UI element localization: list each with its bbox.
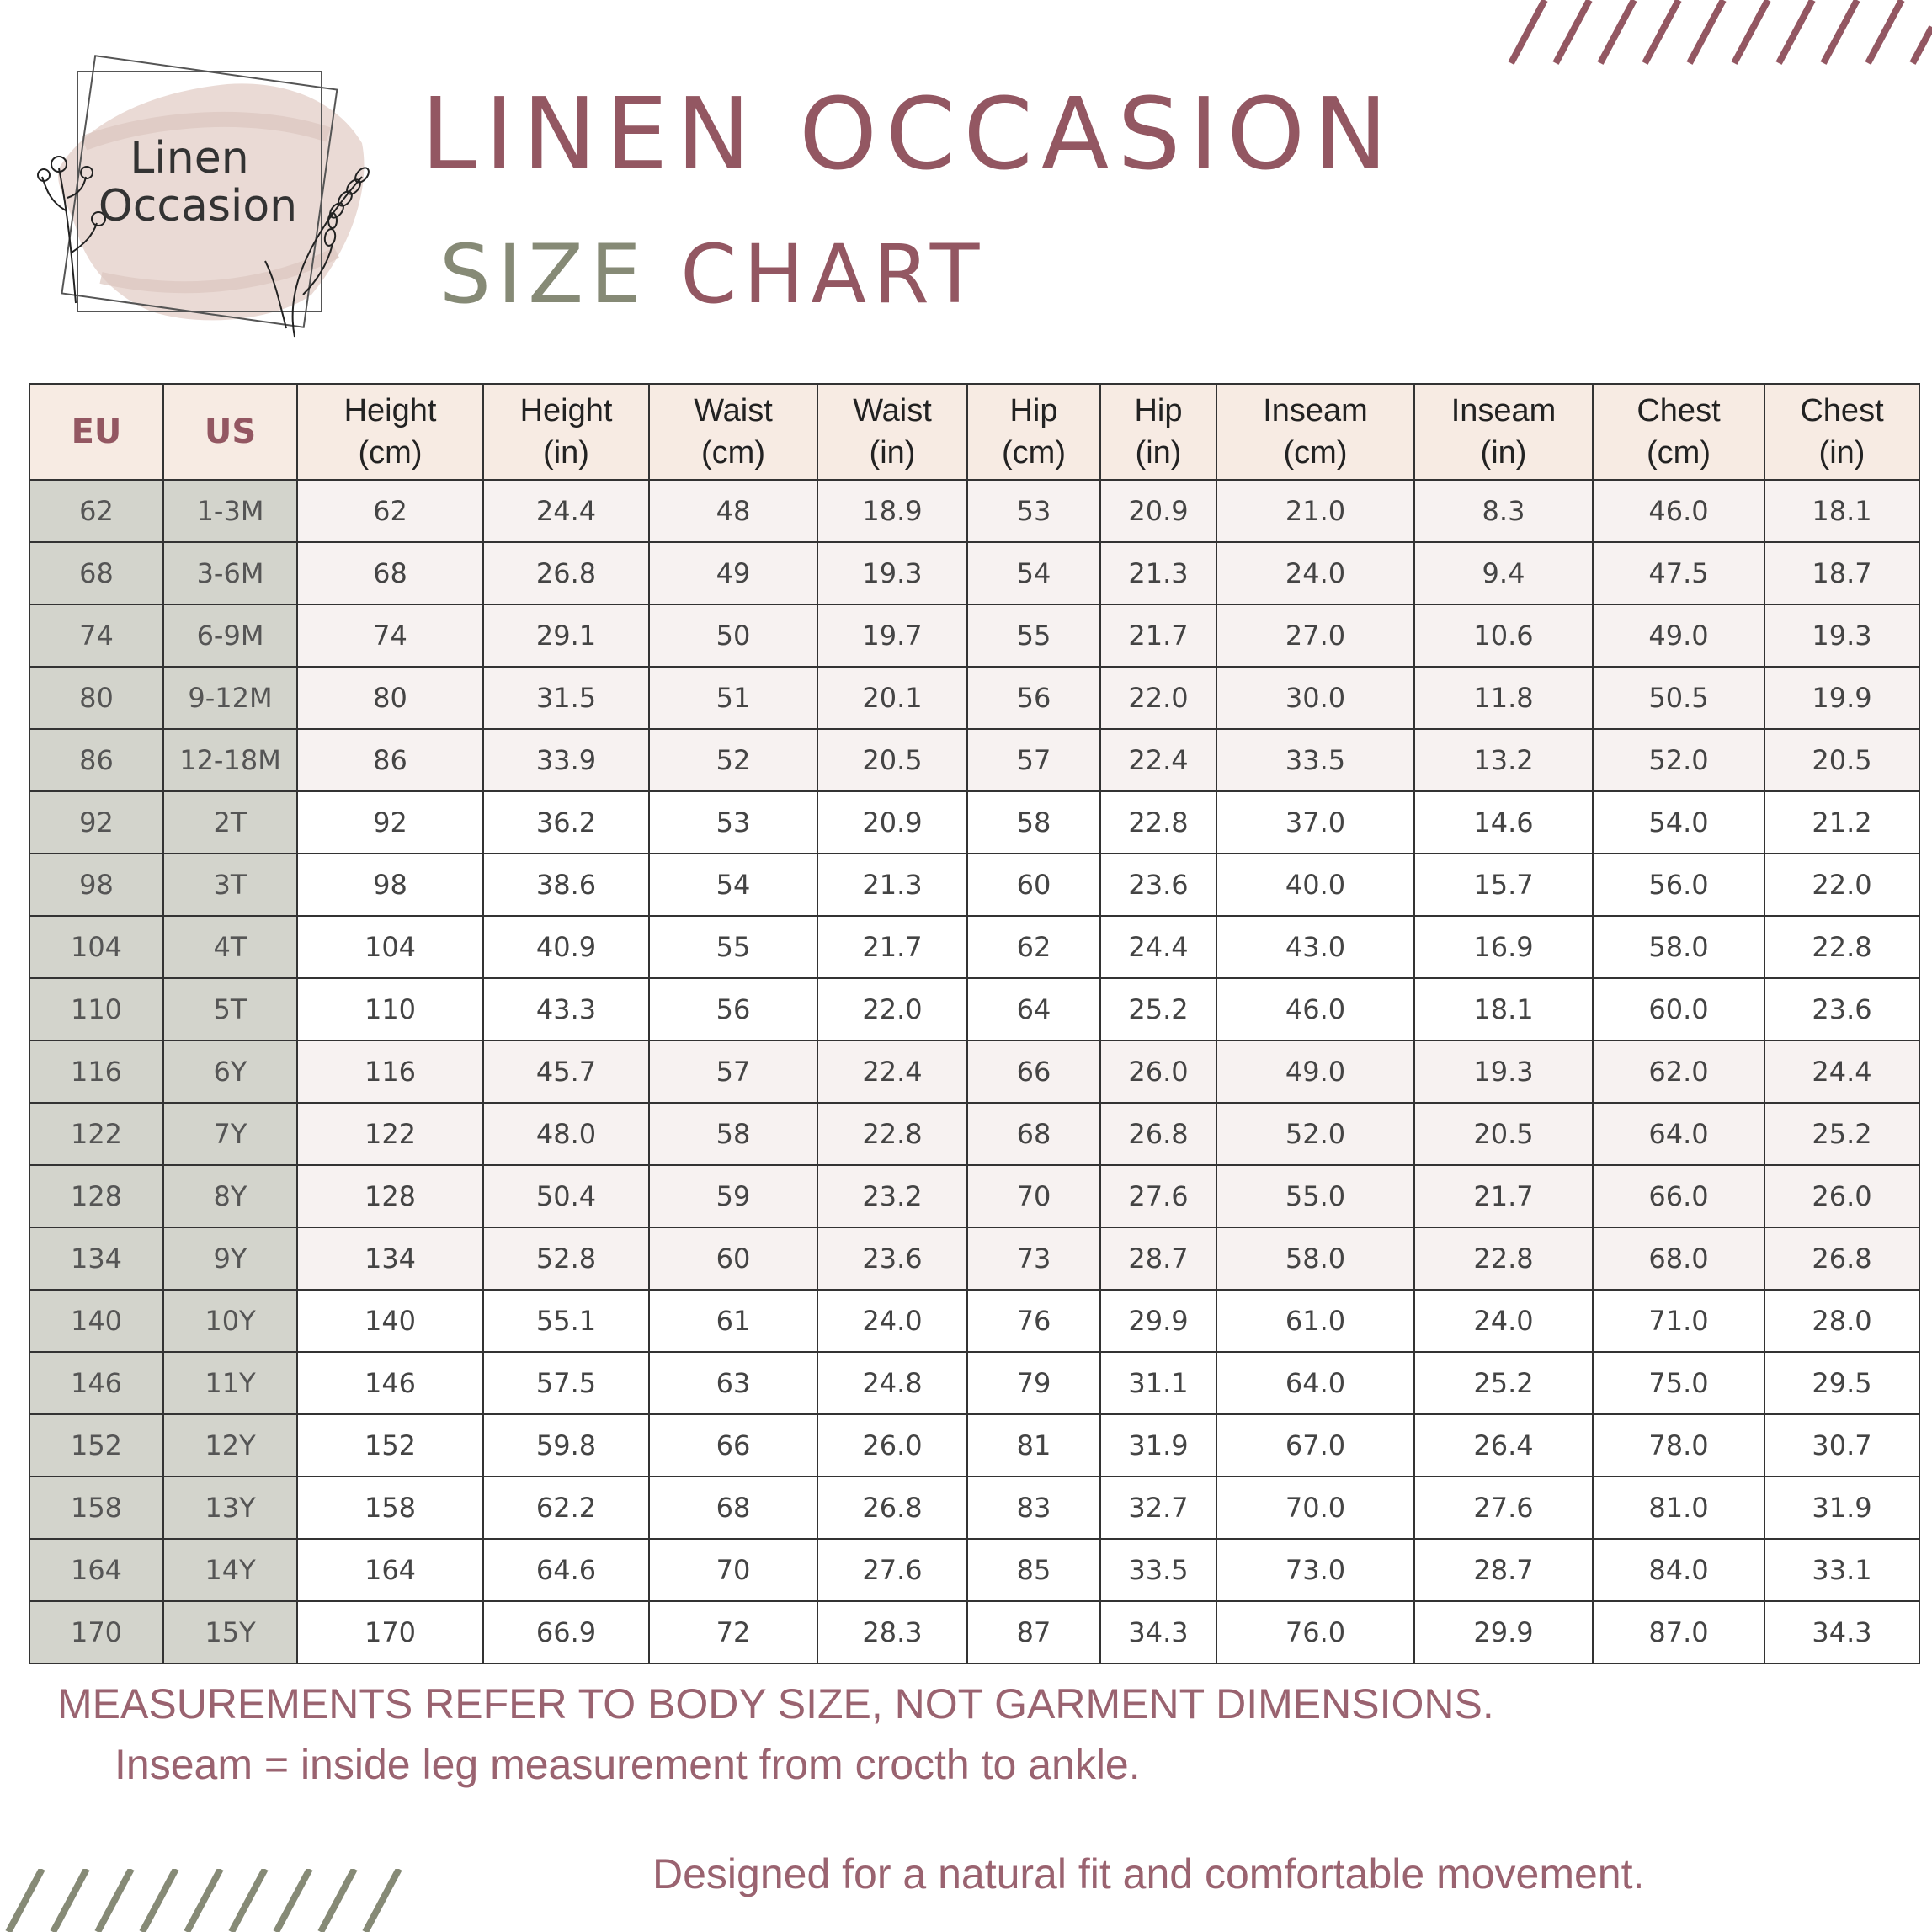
measurement-cell: 164	[297, 1539, 483, 1601]
column-header-label: EU	[71, 412, 122, 451]
measurement-cell: 40.0	[1216, 854, 1414, 916]
measurement-cell: 46.0	[1593, 480, 1764, 542]
measurement-cell: 37.0	[1216, 791, 1414, 854]
eu-size-cell: 152	[29, 1414, 163, 1477]
measurement-cell: 134	[297, 1227, 483, 1290]
measurement-cell: 28.7	[1100, 1227, 1216, 1290]
page-title: LINEN OCCASION	[421, 76, 1397, 192]
eu-size-cell: 164	[29, 1539, 163, 1601]
measurement-cell: 68	[649, 1477, 817, 1539]
brand-logo	[34, 42, 379, 345]
column-header-label: Waist	[853, 393, 932, 428]
table-row	[29, 854, 1919, 916]
table-body	[29, 480, 1919, 1663]
measurement-cell: 33.5	[1100, 1539, 1216, 1601]
table-header-row	[29, 384, 1919, 480]
measurement-cell: 31.9	[1764, 1477, 1919, 1539]
column-header-label: US	[204, 412, 257, 451]
measurement-cell: 62.0	[1593, 1041, 1764, 1103]
column-header-unit: (in)	[1480, 435, 1527, 471]
measurement-cell: 23.6	[817, 1227, 967, 1290]
measurement-cell: 83	[967, 1477, 1100, 1539]
measurement-cell: 60.0	[1593, 978, 1764, 1041]
us-size-cell: 8Y	[163, 1165, 297, 1227]
measurement-cell: 18.1	[1764, 480, 1919, 542]
measurement-cell: 21.0	[1216, 480, 1414, 542]
measurement-cell: 27.6	[1100, 1165, 1216, 1227]
measurement-cell: 10.6	[1414, 604, 1593, 667]
measurement-cell: 19.7	[817, 604, 967, 667]
measurement-cell: 68.0	[1593, 1227, 1764, 1290]
measurement-cell: 33.1	[1764, 1539, 1919, 1601]
measurement-cell: 57	[967, 729, 1100, 791]
measurement-cell: 20.5	[817, 729, 967, 791]
measurement-cell: 58.0	[1216, 1227, 1414, 1290]
measurement-cell: 54.0	[1593, 791, 1764, 854]
measurement-cell: 34.3	[1100, 1601, 1216, 1663]
measurement-cell: 18.9	[817, 480, 967, 542]
measurement-cell: 32.7	[1100, 1477, 1216, 1539]
subtitle-word-chart: CHART	[680, 227, 987, 322]
measurement-cell: 19.3	[1414, 1041, 1593, 1103]
measurement-cell: 50.5	[1593, 667, 1764, 729]
measurement-cell: 48.0	[483, 1103, 649, 1165]
measurement-cell: 66	[967, 1041, 1100, 1103]
eu-size-cell: 74	[29, 604, 163, 667]
measurement-cell: 110	[297, 978, 483, 1041]
measurement-cell: 49.0	[1216, 1041, 1414, 1103]
table-row	[29, 1352, 1919, 1414]
measurement-cell: 56.0	[1593, 854, 1764, 916]
column-header	[1764, 384, 1919, 480]
measurement-cell: 61.0	[1216, 1290, 1414, 1352]
measurement-cell: 62	[967, 916, 1100, 978]
table-row	[29, 1414, 1919, 1477]
measurement-cell: 72	[649, 1601, 817, 1663]
measurement-cell: 52.0	[1216, 1103, 1414, 1165]
measurement-cell: 84.0	[1593, 1539, 1764, 1601]
measurement-cell: 152	[297, 1414, 483, 1477]
measurement-cell: 24.0	[817, 1290, 967, 1352]
measurement-cell: 45.7	[483, 1041, 649, 1103]
measurement-cell: 30.0	[1216, 667, 1414, 729]
table-row	[29, 1165, 1919, 1227]
us-size-cell: 5T	[163, 978, 297, 1041]
measurement-cell: 59.8	[483, 1414, 649, 1477]
measurement-cell: 53	[649, 791, 817, 854]
measurement-cell: 21.3	[817, 854, 967, 916]
column-header-unit: (in)	[1818, 435, 1865, 471]
measurement-cell: 55	[649, 916, 817, 978]
measurement-cell: 43.3	[483, 978, 649, 1041]
table-row	[29, 1290, 1919, 1352]
eu-size-cell: 134	[29, 1227, 163, 1290]
measurement-cell: 68	[297, 542, 483, 604]
measurement-cell: 22.8	[817, 1103, 967, 1165]
measurement-cell: 70	[967, 1165, 1100, 1227]
measurement-cell: 75.0	[1593, 1352, 1764, 1414]
measurement-cell: 22.4	[1100, 729, 1216, 791]
measurement-cell: 87.0	[1593, 1601, 1764, 1663]
measurement-cell: 13.2	[1414, 729, 1593, 791]
column-header	[483, 384, 649, 480]
measurement-cell: 19.3	[1764, 604, 1919, 667]
measurement-cell: 34.3	[1764, 1601, 1919, 1663]
eu-size-cell: 62	[29, 480, 163, 542]
measurement-cell: 68	[967, 1103, 1100, 1165]
measurement-cell: 50	[649, 604, 817, 667]
column-header-unit: (cm)	[1283, 435, 1348, 471]
measurement-cell: 29.9	[1414, 1601, 1593, 1663]
measurement-cell: 76.0	[1216, 1601, 1414, 1663]
measurement-cell: 54	[967, 542, 1100, 604]
us-size-cell: 6-9M	[163, 604, 297, 667]
column-header	[967, 384, 1100, 480]
subtitle-word-size: SIZE	[439, 227, 648, 322]
table-row	[29, 1103, 1919, 1165]
measurement-cell: 81.0	[1593, 1477, 1764, 1539]
measurement-cell: 29.5	[1764, 1352, 1919, 1414]
measurement-cell: 26.0	[817, 1414, 967, 1477]
us-size-cell: 4T	[163, 916, 297, 978]
eu-size-cell: 122	[29, 1103, 163, 1165]
table-header	[29, 384, 1919, 480]
measurement-cell: 58	[649, 1103, 817, 1165]
measurement-cell: 33.5	[1216, 729, 1414, 791]
us-size-cell: 3T	[163, 854, 297, 916]
measurement-cell: 26.8	[817, 1477, 967, 1539]
measurement-cell: 104	[297, 916, 483, 978]
table-row	[29, 1539, 1919, 1601]
measurement-cell: 23.6	[1764, 978, 1919, 1041]
measurement-cell: 92	[297, 791, 483, 854]
measurement-cell: 20.1	[817, 667, 967, 729]
us-size-cell: 3-6M	[163, 542, 297, 604]
table-row	[29, 916, 1919, 978]
measurement-cell: 50.4	[483, 1165, 649, 1227]
measurement-cell: 66	[649, 1414, 817, 1477]
eu-size-cell: 92	[29, 791, 163, 854]
measurement-cell: 19.9	[1764, 667, 1919, 729]
us-size-cell: 2T	[163, 791, 297, 854]
measurement-cell: 66.0	[1593, 1165, 1764, 1227]
measurement-cell: 52.8	[483, 1227, 649, 1290]
measurement-cell: 22.0	[1764, 854, 1919, 916]
measurement-cell: 22.0	[817, 978, 967, 1041]
measurement-cell: 29.9	[1100, 1290, 1216, 1352]
measurement-cell: 14.6	[1414, 791, 1593, 854]
measurement-cell: 56	[967, 667, 1100, 729]
measurement-cell: 18.7	[1764, 542, 1919, 604]
measurement-cell: 57.5	[483, 1352, 649, 1414]
measurement-cell: 57	[649, 1041, 817, 1103]
decorative-stripes-bottom	[0, 1869, 429, 1932]
measurement-cell: 20.9	[1100, 480, 1216, 542]
us-size-cell: 11Y	[163, 1352, 297, 1414]
column-header	[1216, 384, 1414, 480]
measurement-cell: 30.7	[1764, 1414, 1919, 1477]
measurement-cell: 19.3	[817, 542, 967, 604]
measurement-cell: 79	[967, 1352, 1100, 1414]
measurement-cell: 21.7	[817, 916, 967, 978]
measurement-cell: 27.0	[1216, 604, 1414, 667]
measurement-cell: 59	[649, 1165, 817, 1227]
measurement-cell: 20.5	[1764, 729, 1919, 791]
measurement-cell: 11.8	[1414, 667, 1593, 729]
measurement-cell: 26.8	[1100, 1103, 1216, 1165]
column-header-label: Height	[519, 393, 613, 428]
column-header	[649, 384, 817, 480]
measurement-cell: 55	[967, 604, 1100, 667]
measurement-cell: 55.0	[1216, 1165, 1414, 1227]
measurement-cell: 31.9	[1100, 1414, 1216, 1477]
measurement-cell: 16.9	[1414, 916, 1593, 978]
measurement-cell: 170	[297, 1601, 483, 1663]
eu-size-cell: 158	[29, 1477, 163, 1539]
measurement-cell: 158	[297, 1477, 483, 1539]
us-size-cell: 7Y	[163, 1103, 297, 1165]
column-header	[1593, 384, 1764, 480]
logo-text-line2: Occasion	[98, 181, 298, 232]
column-header-label: Height	[343, 393, 437, 428]
decorative-stripes-top	[1498, 0, 1932, 67]
eu-size-cell: 140	[29, 1290, 163, 1352]
measurement-cell: 36.2	[483, 791, 649, 854]
column-header-unit: (in)	[543, 435, 589, 471]
measurement-cell: 24.4	[483, 480, 649, 542]
measurement-cell: 21.2	[1764, 791, 1919, 854]
measurement-cell: 23.6	[1100, 854, 1216, 916]
size-chart-table	[29, 383, 1920, 1664]
measurement-cell: 51	[649, 667, 817, 729]
us-size-cell: 12-18M	[163, 729, 297, 791]
us-size-cell: 10Y	[163, 1290, 297, 1352]
column-header-label: Chest	[1800, 393, 1884, 428]
note-inseam-definition: Inseam = inside leg measurement from crocth to ankle.	[114, 1741, 1141, 1788]
table-row	[29, 729, 1919, 791]
measurement-cell: 73.0	[1216, 1539, 1414, 1601]
measurement-cell: 24.4	[1100, 916, 1216, 978]
measurement-cell: 21.7	[1414, 1165, 1593, 1227]
column-header	[297, 384, 483, 480]
column-header-unit: (in)	[1135, 435, 1182, 471]
measurement-cell: 20.5	[1414, 1103, 1593, 1165]
measurement-cell: 62	[297, 480, 483, 542]
measurement-cell: 61	[649, 1290, 817, 1352]
table-row	[29, 667, 1919, 729]
table-row	[29, 480, 1919, 542]
measurement-cell: 76	[967, 1290, 1100, 1352]
eu-size-cell: 68	[29, 542, 163, 604]
measurement-cell: 22.8	[1100, 791, 1216, 854]
measurement-cell: 128	[297, 1165, 483, 1227]
us-size-cell: 9Y	[163, 1227, 297, 1290]
measurement-cell: 24.0	[1414, 1290, 1593, 1352]
measurement-cell: 70.0	[1216, 1477, 1414, 1539]
measurement-cell: 74	[297, 604, 483, 667]
column-header-label: Chest	[1637, 393, 1721, 428]
column-header-label: Hip	[1134, 393, 1183, 428]
measurement-cell: 87	[967, 1601, 1100, 1663]
measurement-cell: 140	[297, 1290, 483, 1352]
column-header	[1100, 384, 1216, 480]
eu-size-cell: 80	[29, 667, 163, 729]
column-header	[29, 384, 163, 480]
measurement-cell: 31.1	[1100, 1352, 1216, 1414]
measurement-cell: 24.4	[1764, 1041, 1919, 1103]
eu-size-cell: 86	[29, 729, 163, 791]
measurement-cell: 60	[649, 1227, 817, 1290]
us-size-cell: 13Y	[163, 1477, 297, 1539]
measurement-cell: 55.1	[483, 1290, 649, 1352]
measurement-cell: 64.6	[483, 1539, 649, 1601]
eu-size-cell: 146	[29, 1352, 163, 1414]
measurement-cell: 60	[967, 854, 1100, 916]
measurement-cell: 27.6	[1414, 1477, 1593, 1539]
measurement-cell: 85	[967, 1539, 1100, 1601]
measurement-cell: 28.0	[1764, 1290, 1919, 1352]
measurement-cell: 29.1	[483, 604, 649, 667]
measurement-cell: 49.0	[1593, 604, 1764, 667]
measurement-cell: 63	[649, 1352, 817, 1414]
eu-size-cell: 128	[29, 1165, 163, 1227]
table-row	[29, 542, 1919, 604]
measurement-cell: 25.2	[1100, 978, 1216, 1041]
measurement-cell: 21.7	[1100, 604, 1216, 667]
measurement-cell: 146	[297, 1352, 483, 1414]
measurement-cell: 54	[649, 854, 817, 916]
measurement-cell: 38.6	[483, 854, 649, 916]
measurement-cell: 116	[297, 1041, 483, 1103]
measurement-cell: 18.1	[1414, 978, 1593, 1041]
measurement-cell: 28.3	[817, 1601, 967, 1663]
measurement-cell: 26.0	[1764, 1165, 1919, 1227]
column-header	[817, 384, 967, 480]
measurement-cell: 22.4	[817, 1041, 967, 1103]
measurement-cell: 26.8	[483, 542, 649, 604]
us-size-cell: 9-12M	[163, 667, 297, 729]
eu-size-cell: 116	[29, 1041, 163, 1103]
measurement-cell: 23.2	[817, 1165, 967, 1227]
measurement-cell: 58.0	[1593, 916, 1764, 978]
measurement-cell: 52.0	[1593, 729, 1764, 791]
table-row	[29, 1477, 1919, 1539]
table-row	[29, 791, 1919, 854]
measurement-cell: 47.5	[1593, 542, 1764, 604]
measurement-cell: 40.9	[483, 916, 649, 978]
measurement-cell: 43.0	[1216, 916, 1414, 978]
measurement-cell: 27.6	[817, 1539, 967, 1601]
eu-size-cell: 110	[29, 978, 163, 1041]
measurement-cell: 56	[649, 978, 817, 1041]
measurement-cell: 86	[297, 729, 483, 791]
eu-size-cell: 98	[29, 854, 163, 916]
measurement-cell: 33.9	[483, 729, 649, 791]
measurement-cell: 8.3	[1414, 480, 1593, 542]
measurement-cell: 58	[967, 791, 1100, 854]
measurement-cell: 22.8	[1414, 1227, 1593, 1290]
measurement-cell: 25.2	[1414, 1352, 1593, 1414]
measurement-cell: 31.5	[483, 667, 649, 729]
measurement-cell: 78.0	[1593, 1414, 1764, 1477]
table-row	[29, 604, 1919, 667]
logo-artwork	[34, 42, 379, 345]
logo-text-line1: Linen	[130, 133, 249, 184]
column-header-label: Waist	[694, 393, 773, 428]
us-size-cell: 14Y	[163, 1539, 297, 1601]
measurement-cell: 26.0	[1100, 1041, 1216, 1103]
page-subtitle	[439, 227, 987, 322]
measurement-cell: 21.3	[1100, 542, 1216, 604]
measurement-cell: 73	[967, 1227, 1100, 1290]
table-row	[29, 1227, 1919, 1290]
column-header	[163, 384, 297, 480]
measurement-cell: 15.7	[1414, 854, 1593, 916]
column-header-unit: (cm)	[1002, 435, 1066, 471]
measurement-cell: 25.2	[1764, 1103, 1919, 1165]
column-header-unit: (cm)	[358, 435, 423, 471]
us-size-cell: 12Y	[163, 1414, 297, 1477]
note-fit: Designed for a natural fit and comfortable movement.	[652, 1850, 1645, 1897]
measurement-cell: 28.7	[1414, 1539, 1593, 1601]
measurement-cell: 66.9	[483, 1601, 649, 1663]
measurement-cell: 22.0	[1100, 667, 1216, 729]
table-row	[29, 1041, 1919, 1103]
us-size-cell: 6Y	[163, 1041, 297, 1103]
measurement-cell: 52	[649, 729, 817, 791]
measurement-cell: 98	[297, 854, 483, 916]
measurement-cell: 53	[967, 480, 1100, 542]
us-size-cell: 1-3M	[163, 480, 297, 542]
column-header-unit: (cm)	[1647, 435, 1711, 471]
measurement-cell: 64.0	[1216, 1352, 1414, 1414]
note-body-size: MEASUREMENTS REFER TO BODY SIZE, NOT GARMENT DIMENSIONS.	[57, 1680, 1494, 1727]
measurement-cell: 70	[649, 1539, 817, 1601]
table-row	[29, 1601, 1919, 1663]
measurement-cell: 71.0	[1593, 1290, 1764, 1352]
column-header-unit: (cm)	[701, 435, 765, 471]
eu-size-cell: 104	[29, 916, 163, 978]
column-header-unit: (in)	[869, 435, 916, 471]
measurement-cell: 122	[297, 1103, 483, 1165]
table-row	[29, 978, 1919, 1041]
measurement-cell: 81	[967, 1414, 1100, 1477]
measurement-cell: 67.0	[1216, 1414, 1414, 1477]
measurement-cell: 64.0	[1593, 1103, 1764, 1165]
measurement-cell: 24.0	[1216, 542, 1414, 604]
measurement-cell: 62.2	[483, 1477, 649, 1539]
measurement-cell: 80	[297, 667, 483, 729]
measurement-cell: 22.8	[1764, 916, 1919, 978]
measurement-cell: 48	[649, 480, 817, 542]
us-size-cell: 15Y	[163, 1601, 297, 1663]
measurement-cell: 46.0	[1216, 978, 1414, 1041]
measurement-cell: 24.8	[817, 1352, 967, 1414]
eu-size-cell: 170	[29, 1601, 163, 1663]
column-header-label: Inseam	[1263, 393, 1368, 428]
measurement-cell: 20.9	[817, 791, 967, 854]
measurement-cell: 64	[967, 978, 1100, 1041]
measurement-cell: 26.4	[1414, 1414, 1593, 1477]
column-header	[1414, 384, 1593, 480]
measurement-cell: 49	[649, 542, 817, 604]
measurement-cell: 26.8	[1764, 1227, 1919, 1290]
column-header-label: Hip	[1009, 393, 1058, 428]
column-header-label: Inseam	[1450, 393, 1557, 428]
measurement-cell: 9.4	[1414, 542, 1593, 604]
